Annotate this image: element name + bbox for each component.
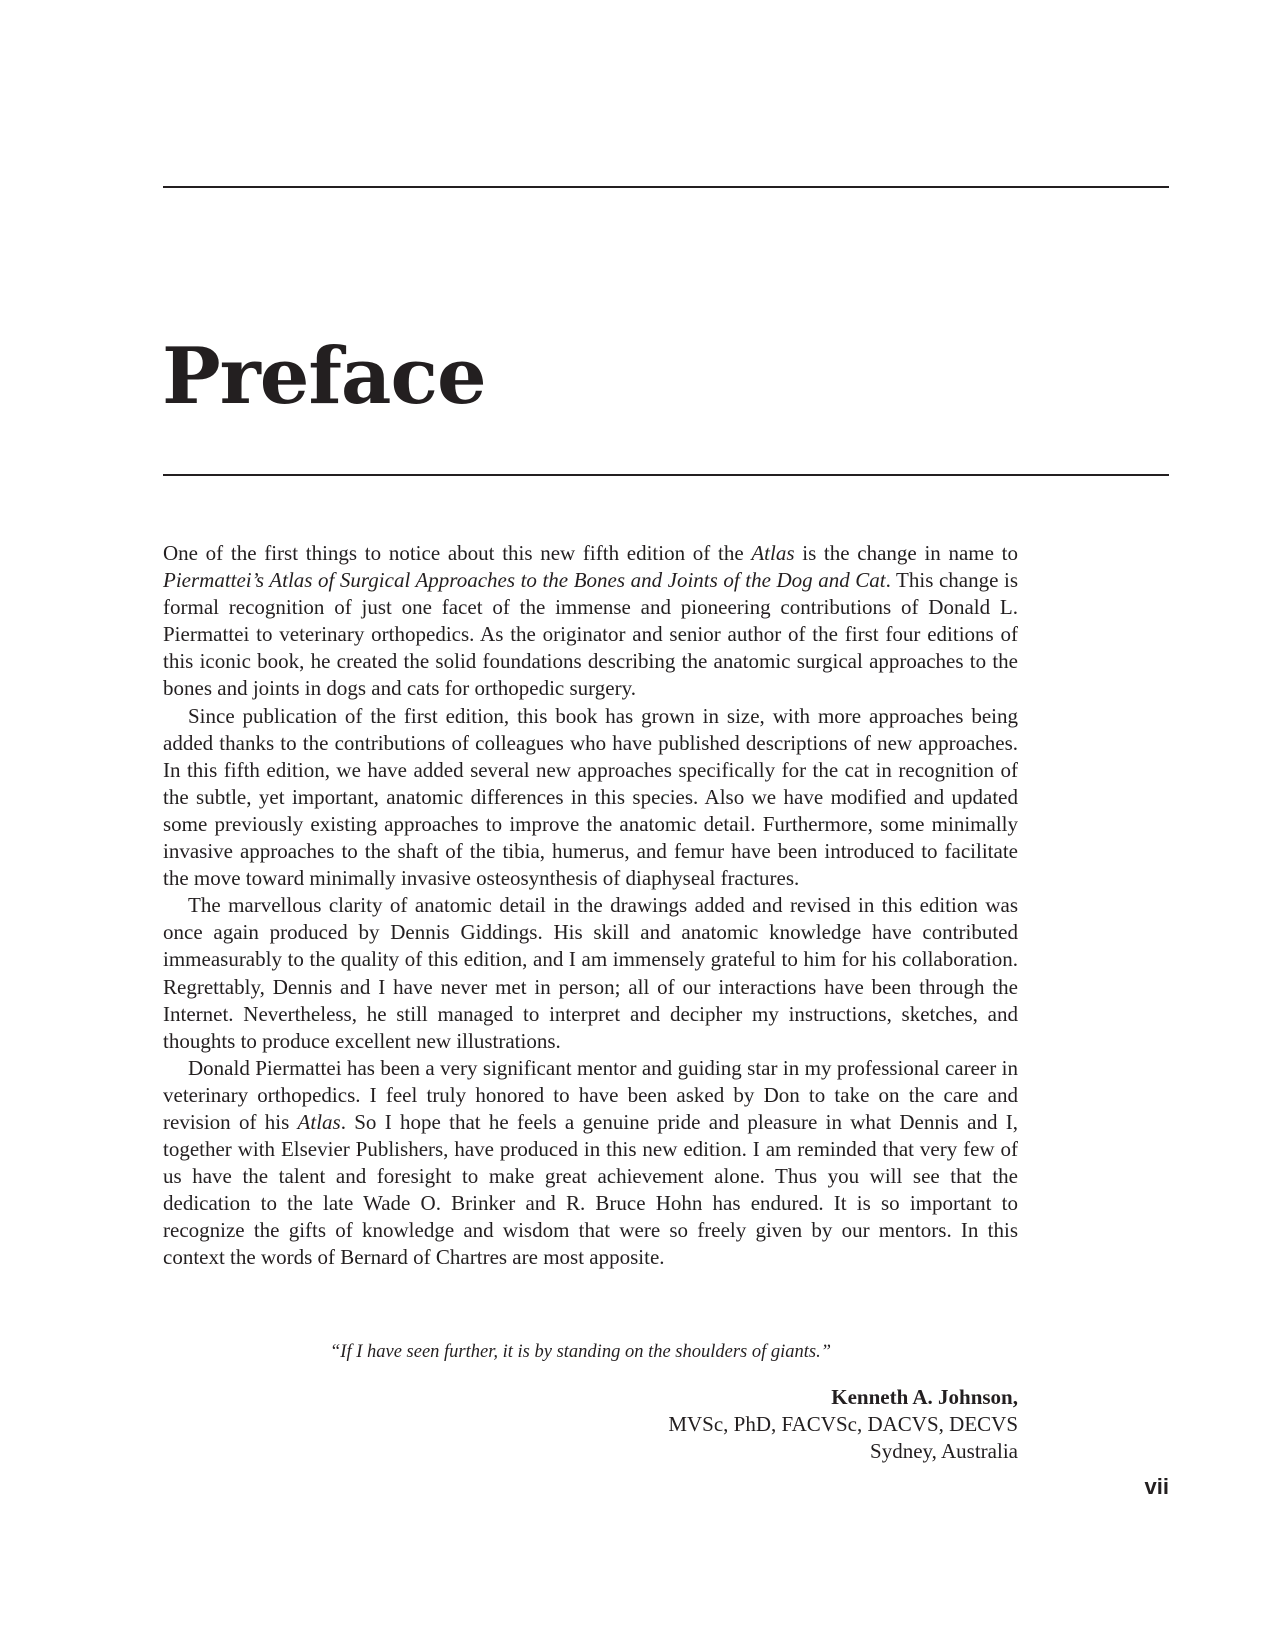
text-segment: The marvellous clarity of anatomic detail in the drawings added and revised in this edition was once again produced by Dennis Giddings. His skill and anatomic knowledge have contributed immeasurably to the quality of this edition, and I am immensely grateful to him for his collaboration. Regrettably, Dennis and I have never met in person; all of our interactions have been through the Internet. Nevertheless, he still managed to interpret and decipher my instructions, sketches, and thoughts to produce excellent new illustrations. (163, 893, 1018, 1053)
body-paragraph (163, 1055, 1018, 1272)
text-segment: Since publication of the first edition, this book has grown in size, with more approaches being added thanks to the contributions of colleagues who have published descriptions of new approaches. In this fifth edition, we have added several new approaches specifically for the cat in recognition of the subtle, yet important, anatomic differences in this species. Also we have modified and updated some previously existing approaches to improve the anatomic detail. Furthermore, some minimally invasive approaches to the shaft of the tibia, humerus, and femur have been introduced to facilitate the move toward minimally invasive osteosynthesis of diaphyseal fractures. (163, 703, 1018, 891)
text-segment: . So I hope that he feels a genuine pride and pleasure in what Dennis and I, together with Elsevier Publishers, have produced in this new edition. I am reminded that very few of us have the talent and foresight to make great achievement alone. Thus you will see that the dedication to the late Wade O. Brinker and R. Bruce Hohn has endured. It is so important to recognize the gifts of knowledge and wisdom that were so freely given by our mentors. In this context the words of Bernard of Chartres are most apposite. (163, 1109, 1018, 1270)
italic-text: Atlas (297, 1109, 341, 1134)
top-rule (163, 186, 1169, 188)
text-segment: Donald Piermattei has been a very significant mentor and guiding star in my professional career in veterinary orthopedics. I feel truly honored to have been asked by Don to take on the care and revision of his (163, 1055, 1018, 1134)
title-bottom-rule (163, 474, 1169, 476)
body-paragraph (163, 703, 1018, 893)
body-paragraph (163, 540, 1018, 703)
preface-body (163, 540, 1018, 1272)
author-name: Kenneth A. Johnson, (831, 1385, 1018, 1409)
text-segment: . This change is formal recognition of just one facet of the immense and pioneering contributions of Donald L. Piermattei to veterinary orthopedics. As the originator and senior author of the first four editions of this iconic book, he created the solid foundations describing the anatomic surgical approaches to the bones and joints in dogs and cats for orthopedic surgery. (163, 568, 1018, 701)
text-segment: is the change in name to (794, 541, 1018, 565)
author-credentials: MVSc, PhD, FACVSc, DACVS, DECVS (668, 1412, 1018, 1436)
signature-block (668, 1384, 1018, 1465)
italic-text: Atlas (751, 541, 795, 565)
author-location: Sydney, Australia (870, 1439, 1018, 1463)
page-number: vii (1144, 1474, 1169, 1499)
text-segment: One of the first things to notice about this new fifth edition of the (163, 541, 752, 565)
body-paragraph (163, 892, 1018, 1055)
italic-text: Piermattei’s Atlas of Surgical Approaches to the Bones and Joints of the Dog and Cat (163, 568, 886, 593)
epigraph-quote: “If I have seen further, it is by standing on the shoulders of giants.” (330, 1342, 832, 1362)
page-title: Preface (162, 331, 486, 422)
